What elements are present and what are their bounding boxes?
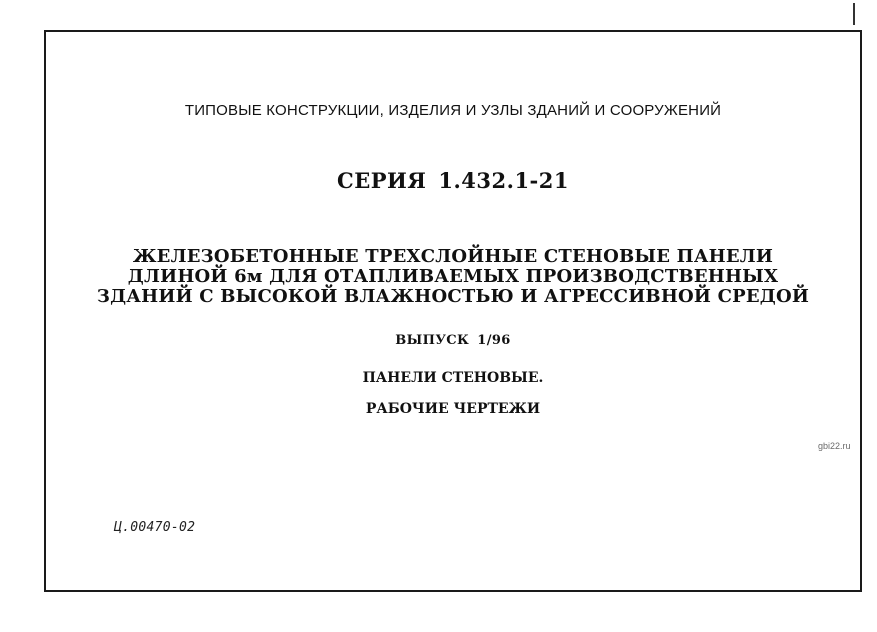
subtitle-drawings: РАБОЧИЕ ЧЕРТЕЖИ: [365, 401, 541, 417]
issue-label: ВЫПУСК: [395, 333, 470, 348]
series-number: 1.432.1-21: [438, 168, 569, 193]
issue-line: [44, 333, 862, 348]
series-title: [44, 168, 862, 193]
document-title-line-3: ЗДАНИЙ С ВЫСОКОЙ ВЛАЖНОСТЬЮ И АГРЕССИВНОЙ СРЕДОЙ: [96, 286, 810, 307]
series-header: ТИПОВЫЕ КОНСТРУКЦИИ, ИЗДЕЛИЯ И УЗЛЫ ЗДАНИЙ И СООРУЖЕНИЙ: [184, 102, 722, 119]
watermark-link[interactable]: gbi22.ru: [818, 441, 851, 451]
series-label: СЕРИЯ: [337, 168, 427, 193]
document-title-line-1: ЖЕЛЕЗОБЕТОННЫЕ ТРЕХСЛОЙНЫЕ СТЕНОВЫЕ ПАНЕЛИ: [132, 246, 774, 267]
subtitle-panels: ПАНЕЛИ СТЕНОВЫЕ.: [362, 370, 544, 386]
document-code: Ц.00470-02: [114, 520, 196, 535]
scan-edge-mark: [853, 3, 855, 25]
document-title-line-2: ДЛИНОЙ 6м ДЛЯ ОТАПЛИВАЕМЫХ ПРОИЗВОДСТВЕННЫХ: [127, 266, 779, 287]
issue-number: 1/96: [477, 333, 511, 348]
